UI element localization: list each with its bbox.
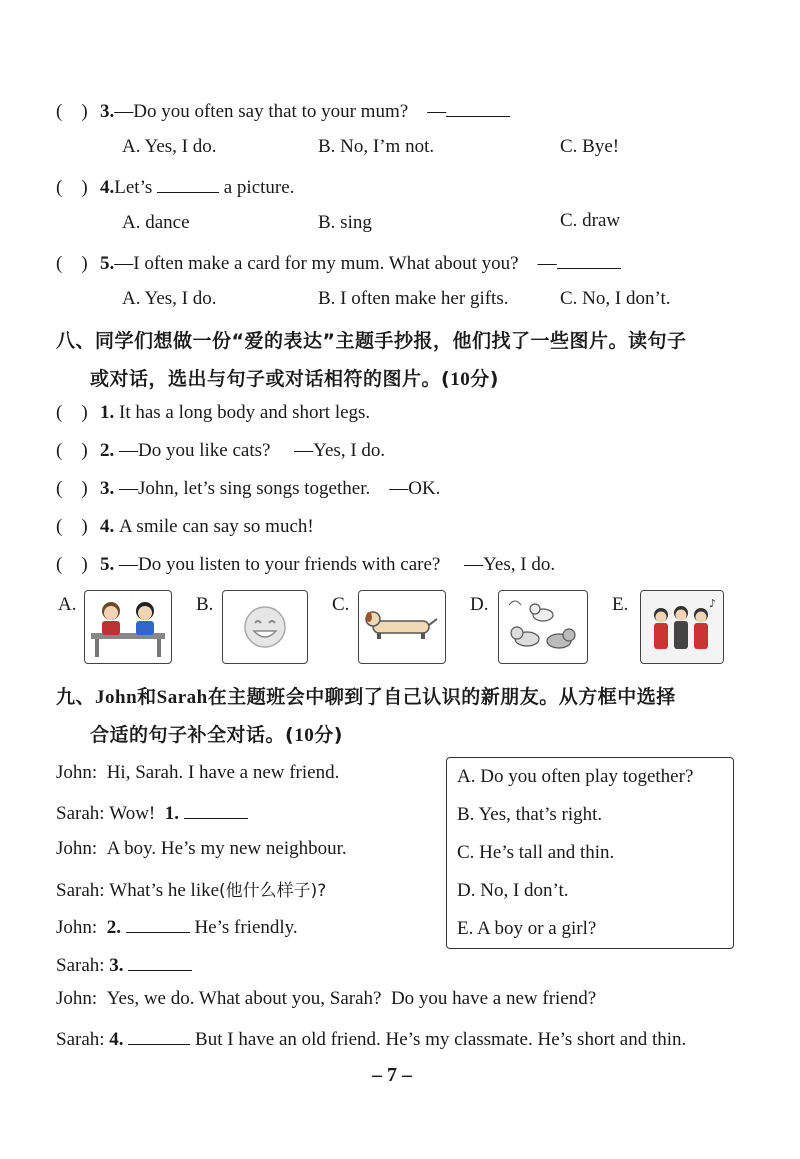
long-dog-icon	[358, 590, 446, 664]
answer-blank-4[interactable]	[128, 1026, 190, 1045]
q3-option-a: A. Yes, I do.	[122, 136, 217, 157]
q4-option-c: C. draw	[560, 210, 621, 231]
question-8-3: ( ) 3. —John, let’s sing songs together. —OK.	[56, 478, 441, 499]
smiley-face-icon	[222, 590, 308, 664]
two-kids-talking-icon	[84, 590, 172, 664]
option-d: D. No, I don’t.	[457, 880, 569, 901]
picture-label-b: B.	[196, 594, 214, 615]
dialogue-line-7: John: Yes, we do. What about you, Sarah? Do you have a new friend?	[56, 988, 597, 1009]
dialogue-line-2: Sarah: Wow! 1.	[56, 800, 248, 825]
svg-text:♪: ♪	[709, 597, 717, 610]
section-8-title: 八、同学们想做一份“爱的表达”主题手抄报，他们找了一些图片。读句子	[56, 330, 687, 352]
q5-option-a: A. Yes, I do.	[122, 288, 217, 309]
dialogue-line-3: John: A boy. He’s my new neighbour.	[56, 838, 347, 859]
dialogue-line-8: Sarah: 4. But I have an old friend. He’s my classmate. He’s short and thin.	[56, 1026, 686, 1051]
dialogue-line-4: Sarah: What’s he like(他什么样子)?	[56, 880, 327, 901]
section-9-title: 九、John和Sarah在主题班会中聊到了自己认识的新朋友。从方框中选择	[56, 686, 676, 708]
answer-blank-3[interactable]	[128, 952, 192, 971]
picture-label-d: D.	[470, 594, 489, 615]
children-singing-icon	[640, 590, 724, 664]
picture-label-e: E.	[612, 594, 629, 615]
question-8-5: ( ) 5. —Do you listen to your friends with care? —Yes, I do.	[56, 554, 556, 575]
q5-option-c: C. No, I don’t.	[560, 288, 671, 309]
dialogue-line-1: John: Hi, Sarah. I have a new friend.	[56, 762, 340, 783]
q3-option-b: B. No, I’m not.	[318, 136, 435, 157]
section-8-title-line2: 或对话，选出与句子或对话相符的图片。(10分)	[90, 368, 499, 390]
options-box	[446, 757, 734, 949]
question-7-3: ( ) 3.—Do you often say that to your mum? —	[56, 98, 510, 123]
answer-blank[interactable]	[557, 250, 621, 269]
option-e: E. A boy or a girl?	[457, 918, 597, 939]
question-7-4: ( ) 4.Let’s a picture.	[56, 174, 294, 199]
question-8-2: ( ) 2. —Do you like cats? —Yes, I do.	[56, 440, 386, 461]
option-b: B. Yes, that’s right.	[457, 804, 603, 825]
question-7-5: ( ) 5.—I often make a card for my mum. What about you? —	[56, 250, 621, 275]
cats-playing-icon	[498, 590, 588, 664]
picture-label-c: C.	[332, 594, 350, 615]
q5-option-b: B. I often make her gifts.	[318, 288, 509, 309]
q4-option-a: A. dance	[122, 212, 190, 233]
answer-blank-2[interactable]	[126, 914, 190, 933]
q4-option-b: B. sing	[318, 212, 372, 233]
dialogue-line-6: Sarah: 3.	[56, 952, 192, 977]
page-number: – 7 –	[372, 1064, 412, 1086]
dialogue-line-5: John: 2. He’s friendly.	[56, 914, 298, 939]
q3-option-c: C. Bye!	[560, 136, 620, 157]
option-a: A. Do you often play together?	[457, 766, 694, 787]
picture-label-a: A.	[58, 594, 77, 615]
answer-blank[interactable]	[446, 98, 510, 117]
section-9-title-line2: 合适的句子补全对话。(10分)	[90, 724, 343, 746]
answer-blank-1[interactable]	[184, 800, 248, 819]
answer-blank[interactable]	[157, 174, 219, 193]
option-c: C. He’s tall and thin.	[457, 842, 615, 863]
question-8-1: ( ) 1. It has a long body and short legs.	[56, 402, 371, 423]
question-8-4: ( ) 4. A smile can say so much!	[56, 516, 314, 537]
